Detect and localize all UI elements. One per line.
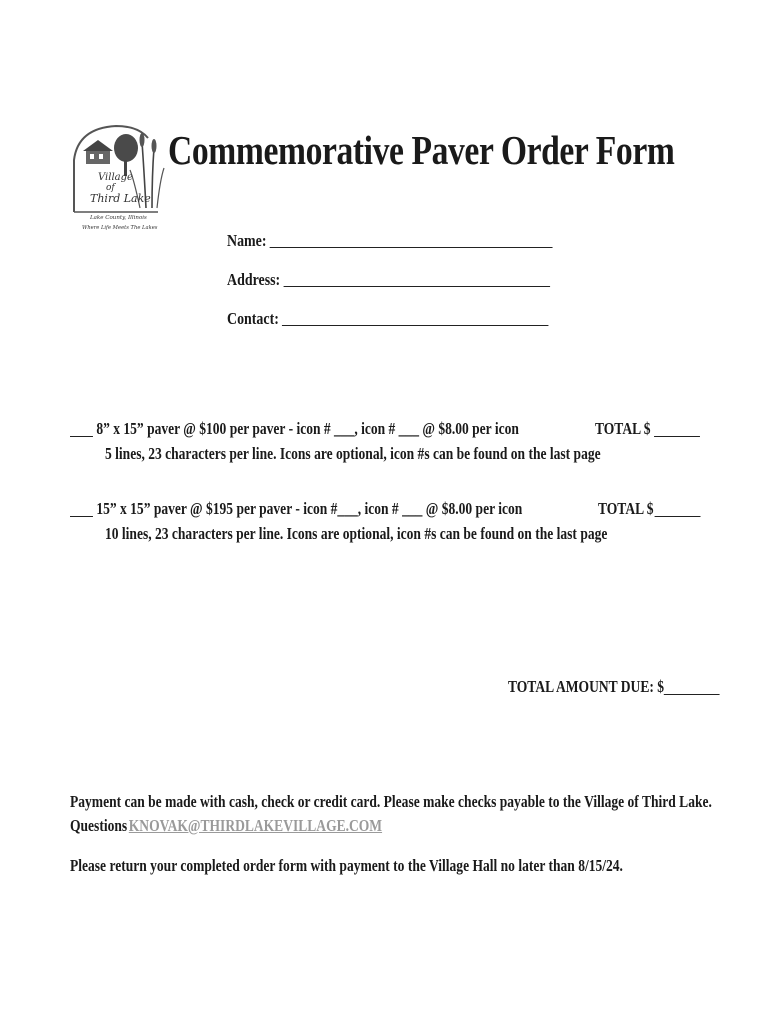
village-logo-graphic [68,120,168,235]
item2-quantity-blank[interactable] [70,502,93,517]
item2-total-blank[interactable] [654,502,700,517]
name-label: Name: [227,231,267,250]
item1-description: 8” x 15” paver @ $100 per paver - icon # ___, icon # ___ @ $8.00 per icon [96,419,519,438]
item2-total-label: TOTAL $ [598,499,654,518]
item2-line [70,499,622,519]
name-underline[interactable] [270,246,553,248]
contact-field[interactable] [227,309,619,329]
questions-line [70,816,451,836]
page-title: Commemorative Paver Order Form [168,127,675,173]
item1-total-label: TOTAL $ [595,419,651,438]
item2-total [598,499,723,519]
item1-total-blank[interactable] [654,422,700,437]
address-underline[interactable] [283,285,550,287]
address-label: Address: [227,270,281,289]
item1-total [595,419,723,439]
address-field[interactable] [227,270,621,290]
village-logo [68,120,168,235]
contact-underline[interactable] [282,324,549,326]
item1-line [70,419,617,439]
total-due-blank[interactable] [664,680,720,695]
contact-label: Contact: [227,309,279,328]
logo-of-text: of [106,183,115,193]
item2-note: 10 lines, 23 characters per line. Icons are optional, icon #s can be found on the last page [105,524,608,543]
questions-email-link[interactable]: KNOVAK@THIRDLAKEVILLAGE.COM [128,816,383,835]
logo-name-text: Third Lake [90,192,151,205]
item1-quantity-blank[interactable] [70,422,93,437]
return-text: Please return your completed order form with payment to the Village Hall no later than 8/15/24. [70,856,623,875]
item1-note: 5 lines, 23 characters per line. Icons are optional, icon #s can be found on the last page [105,444,601,463]
total-amount-due [508,677,766,697]
logo-village-text: Village [98,172,133,183]
total-due-label: TOTAL AMOUNT DUE: $ [508,677,665,696]
logo-county-text: Lake County, Illinois [90,215,147,221]
item2-description: 15” x 15” paver @ $195 per paver - icon #___, icon # ___ @ $8.00 per icon [96,499,523,518]
logo-tagline-text: Where Life Meets The Lakes [82,225,158,231]
name-field[interactable] [227,231,624,251]
payment-text: Payment can be made with cash, check or credit card. Please make checks payable to the Village of Third Lake. [70,792,712,811]
questions-label: Questions [70,816,128,835]
